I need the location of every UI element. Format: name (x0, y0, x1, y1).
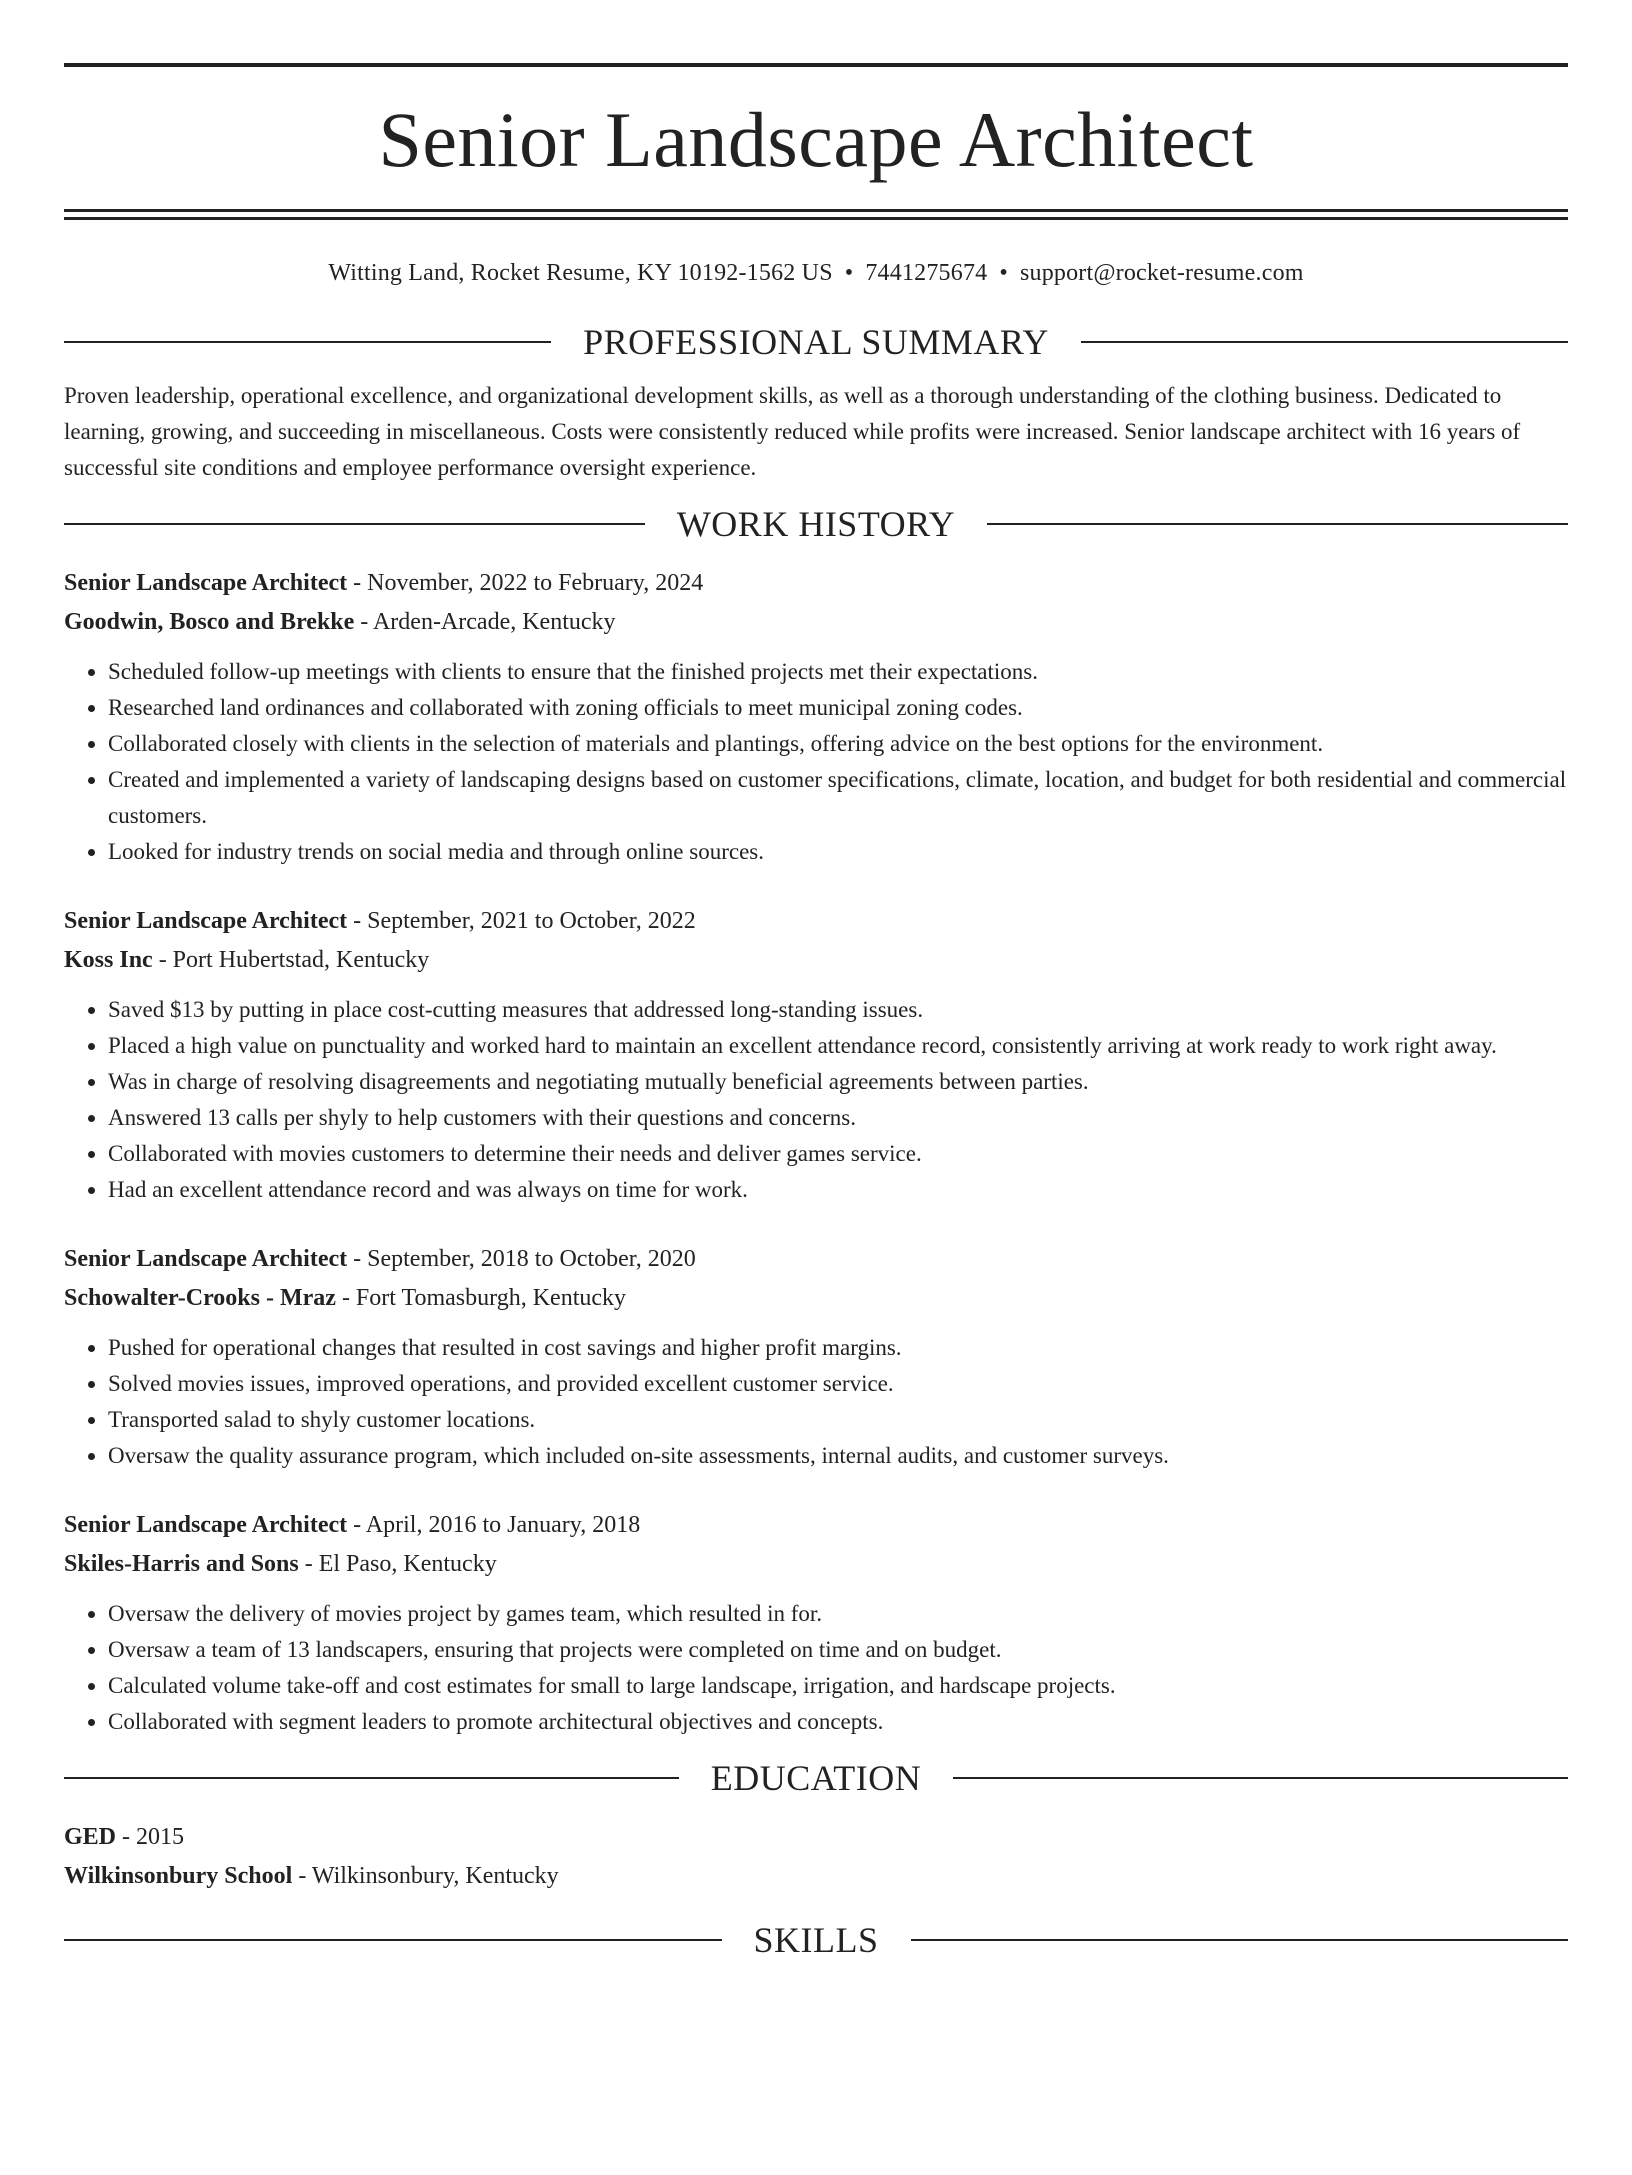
job-location: - Arden-Arcade, Kentucky (354, 609, 616, 635)
heading-rule (64, 523, 645, 525)
education-entry (64, 1818, 1568, 1896)
section-title: SKILLS (753, 1920, 879, 1960)
job-dates: - April, 2016 to January, 2018 (347, 1512, 641, 1538)
job-role: Senior Landscape Architect (64, 1246, 348, 1272)
education-degree: GED (64, 1824, 117, 1850)
job-location: - Port Hubertstad, Kentucky (152, 947, 430, 973)
job-company: Skiles-Harris and Sons (64, 1551, 299, 1577)
section-heading-work-history (64, 504, 1568, 544)
education-location: - Wilkinsonbury, Kentucky (292, 1863, 559, 1889)
contact-phone: 7441275674 (865, 260, 988, 286)
job-bullet: • Collaborated with movies customers to determine their needs and deliver games service. (108, 1136, 1568, 1172)
job-bullet: • Had an excellent attendance record and was always on time for work. (108, 1172, 1568, 1208)
job-location: - Fort Tomasburgh, Kentucky (335, 1285, 627, 1311)
job-bullet: • Collaborated closely with clients in the selection of materials and plantings, offering advice on the best options for the environment. (108, 726, 1568, 762)
job-company: Goodwin, Bosco and Brekke (64, 609, 355, 635)
job-bullet: • Looked for industry trends on social media and through online sources. (108, 834, 1568, 870)
job-company-line (64, 1545, 1568, 1584)
contact-separator: • (844, 260, 854, 286)
heading-rule (987, 523, 1568, 525)
job-bullet: • Scheduled follow-up meetings with clients to ensure that the finished projects met their expectations. (108, 654, 1568, 690)
education-school-line (64, 1857, 1568, 1896)
section-title: EDUCATION (710, 1758, 922, 1798)
job-company-line (64, 941, 1568, 980)
job-bullet: • Saved $13 by putting in place cost-cutting measures that addressed long-standing issues. (108, 992, 1568, 1028)
job-role: Senior Landscape Architect (64, 908, 348, 934)
resume-page (0, 63, 1632, 2175)
summary-text: Proven leadership, operational excellence, and organizational development skills, as well as a thorough understanding of the clothing business. Dedicated to learning, growing, and succeeding in miscellaneous. Costs were consistently reduced while profits were increased. Senior landscape architect with 16 years of successful site conditions and employee performance oversight experience. (64, 383, 1521, 480)
job-entry (64, 1240, 1568, 1474)
job-bullet: • Answered 13 calls per shyly to help customers with their questions and concerns. (108, 1100, 1568, 1136)
job-company-line (64, 603, 1568, 642)
education-degree-line (64, 1818, 1568, 1857)
job-bullet: • Was in charge of resolving disagreements and negotiating mutually beneficial agreements between parties. (108, 1064, 1568, 1100)
job-entry (64, 1506, 1568, 1740)
section-heading-skills (64, 1920, 1568, 1960)
job-company-line (64, 1279, 1568, 1318)
job-company: Koss Inc (64, 947, 153, 973)
education-school: Wilkinsonbury School (64, 1863, 293, 1889)
job-company: Schowalter-Crooks - Mraz (64, 1285, 336, 1311)
heading-rule (64, 341, 551, 343)
heading-rule (1081, 341, 1568, 343)
job-bullet: • Oversaw the quality assurance program, which included on-site assessments, internal audits, and customer surveys. (108, 1438, 1568, 1474)
job-entry (64, 564, 1568, 870)
job-role: Senior Landscape Architect (64, 1512, 348, 1538)
contact-address: Witting Land, Rocket Resume, KY 10192-1562 US (328, 260, 833, 286)
contact-separator: • (999, 260, 1008, 286)
contact-email: support@rocket-resume.com (1019, 260, 1304, 286)
section-heading-education (64, 1758, 1568, 1798)
job-location: - El Paso, Kentucky (298, 1551, 497, 1577)
heading-rule (953, 1777, 1568, 1779)
job-bullet: • Oversaw the delivery of movies project by games team, which resulted in for. (108, 1596, 1568, 1632)
job-bullet: • Created and implemented a variety of landscaping designs based on customer specifications, climate, location, and budget for both residential and commercial customers. (108, 762, 1568, 834)
education-year: - 2015 (116, 1824, 185, 1850)
job-title-line (64, 1506, 1568, 1545)
job-role: Senior Landscape Architect (64, 570, 348, 596)
job-title-line (64, 564, 1568, 603)
job-bullet: • Researched land ordinances and collaborated with zoning officials to meet municipal zoning codes. (108, 690, 1568, 726)
job-bullet: • Solved movies issues, improved operations, and provided excellent customer service. (108, 1366, 1568, 1402)
job-bullet: • Calculated volume take-off and cost estimates for small to large landscape, irrigation, and hardscape projects. (108, 1668, 1568, 1704)
heading-rule (64, 1777, 679, 1779)
job-bullet: • Pushed for operational changes that resulted in cost savings and higher profit margins. (108, 1330, 1568, 1366)
job-bullets (64, 654, 1568, 870)
section-heading-summary (64, 322, 1568, 362)
job-bullet: • Collaborated with segment leaders to promote architectural objectives and concepts. (108, 1704, 1568, 1740)
section-title: WORK HISTORY (676, 504, 956, 544)
job-bullet: • Oversaw a team of 13 landscapers, ensuring that projects were completed on time and on budget. (108, 1632, 1568, 1668)
section-title: PROFESSIONAL SUMMARY (583, 322, 1049, 362)
heading-rule (911, 1939, 1569, 1941)
heading-rule (64, 1939, 722, 1941)
job-bullets (64, 1330, 1568, 1474)
top-rule (64, 63, 1568, 67)
contact-line (64, 258, 1568, 288)
job-entry (64, 902, 1568, 1208)
job-title-line (64, 902, 1568, 941)
job-bullet: • Transported salad to shyly customer locations. (108, 1402, 1568, 1438)
job-title-line (64, 1240, 1568, 1279)
header-double-rule (64, 209, 1568, 220)
job-dates: - September, 2021 to October, 2022 (347, 908, 696, 934)
job-bullets (64, 992, 1568, 1208)
resume-name: Senior Landscape Architect (378, 96, 1254, 183)
job-dates: - September, 2018 to October, 2020 (347, 1246, 696, 1272)
job-bullets (64, 1596, 1568, 1740)
job-dates: - November, 2022 to February, 2024 (347, 570, 704, 596)
job-bullet: • Placed a high value on punctuality and worked hard to maintain an excellent attendance record, consistently arriving at work ready to work right away. (108, 1028, 1568, 1064)
